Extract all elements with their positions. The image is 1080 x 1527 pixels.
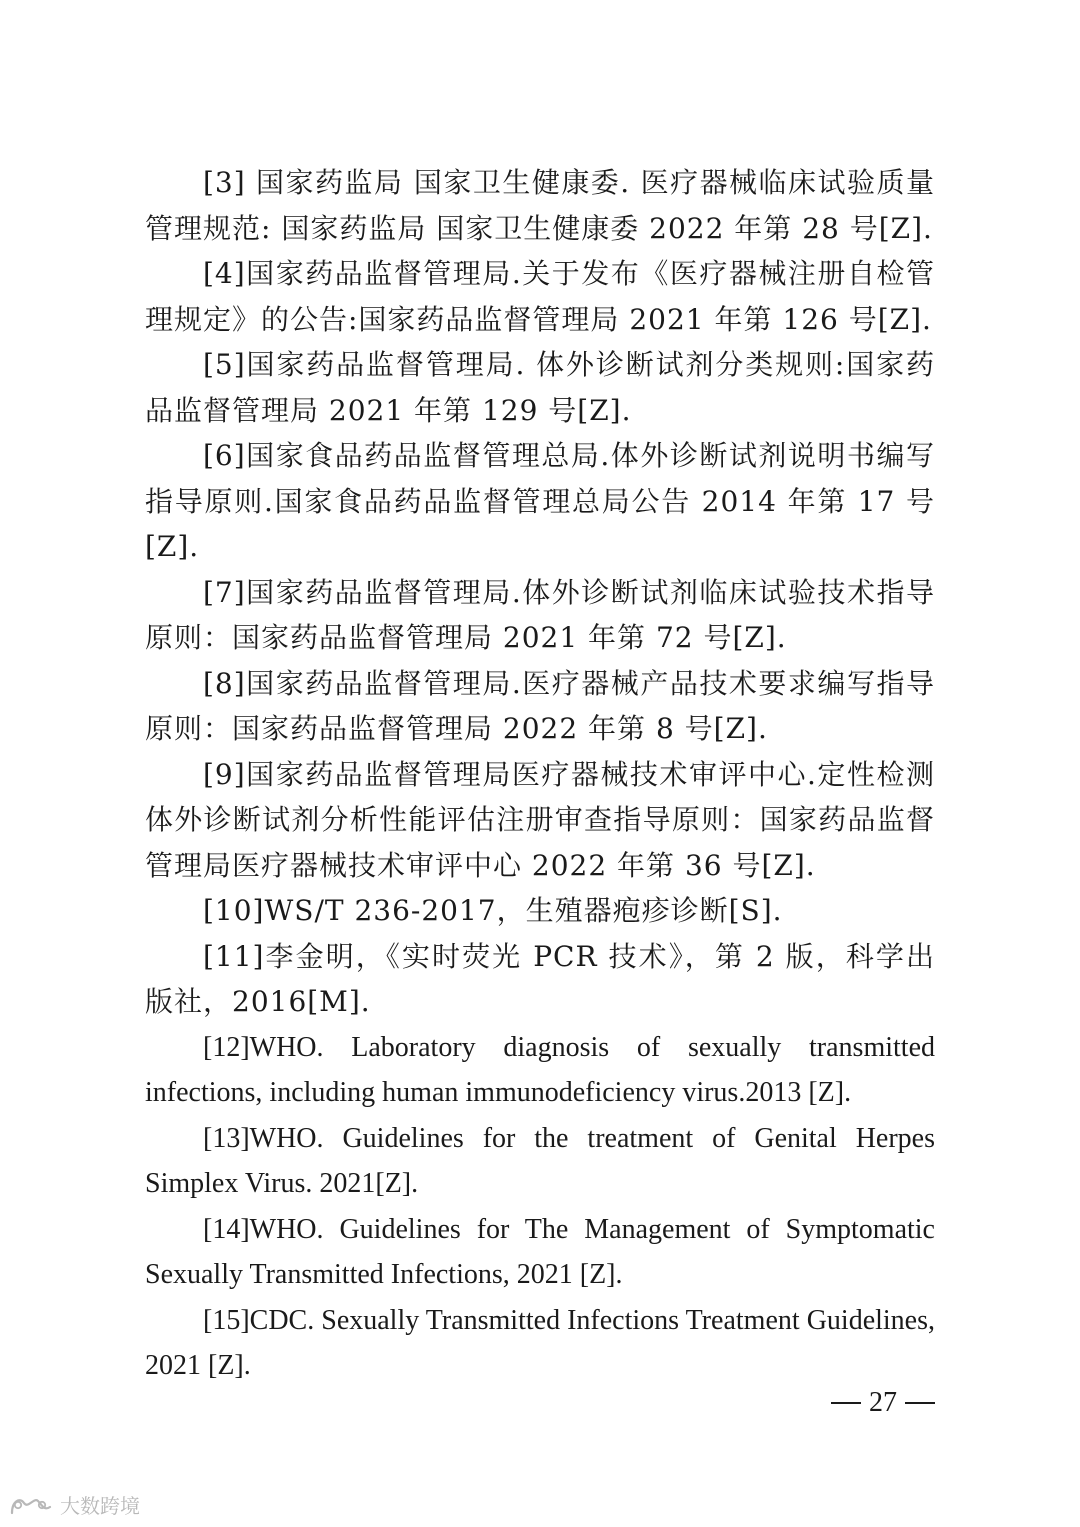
reference-item: [12]WHO. Laboratory diagnosis of sexually transmitted infections, including human immunodeficiency virus.2013 [Z]. xyxy=(145,1031,935,1108)
page-number-dash-right xyxy=(905,1402,935,1404)
reference-item: [13]WHO. Guidelines for the treatment of Genital Herpes Simplex Virus. 2021[Z]. xyxy=(145,1122,935,1199)
reference-list xyxy=(145,160,935,1389)
reference-item: [3] 国家药监局 国家卫生健康委. 医疗器械临床试验质量管理规范: 国家药监局 国家卫生健康委 2022 年第 28 号[Z]. xyxy=(145,166,935,245)
page-number-value: 27 xyxy=(869,1387,897,1418)
reference-item: [15]CDC. Sexually Transmitted Infections Treatment Guidelines, 2021 [Z]. xyxy=(145,1304,935,1381)
reference-item: [9]国家药品监督管理局医疗器械技术审评中心.定性检测体外诊断试剂分析性能评估注册审查指导原则：国家药品监督管理局医疗器械技术审评中心 2022 年第 36 号[Z]. xyxy=(145,757,935,882)
watermark-text: 大数跨境 xyxy=(60,1494,140,1518)
reference-item: [7]国家药品监督管理局.体外诊断试剂临床试验技术指导原则：国家药品监督管理局 2021 年第 72 号[Z]. xyxy=(145,575,935,654)
reference-item: [10]WS/T 236-2017，生殖器疱疹诊断[S]. xyxy=(203,894,783,927)
watermark xyxy=(8,1490,140,1519)
reference-item: [4]国家药品监督管理局.关于发布《医疗器械注册自检管理规定》的公告:国家药品监督管理局 2021 年第 126 号[Z]. xyxy=(145,257,935,336)
page-number-dash-left xyxy=(831,1402,861,1404)
reference-item: [14]WHO. Guidelines for The Management of Symptomatic Sexually Transmitted Infections, 2021 [Z]. xyxy=(145,1213,935,1290)
reference-item: [6]国家食品药品监督管理总局.体外诊断试剂说明书编写指导原则.国家食品药品监督管理总局公告 2014 年第 17 号[Z]. xyxy=(145,439,935,563)
reference-item: [5]国家药品监督管理局. 体外诊断试剂分类规则:国家药品监督管理局 2021 年第 129 号[Z]. xyxy=(145,348,935,427)
reference-item: [11]李金明，《实时荧光 PCR 技术》，第 2 版，科学出版社，2016[M]. xyxy=(145,939,935,1018)
reference-item: [8]国家药品监督管理局.医疗器械产品技术要求编写指导原则：国家药品监督管理局 2022 年第 8 号[Z]. xyxy=(145,666,935,745)
page-number xyxy=(831,1387,935,1419)
logo-icon xyxy=(8,1493,54,1517)
